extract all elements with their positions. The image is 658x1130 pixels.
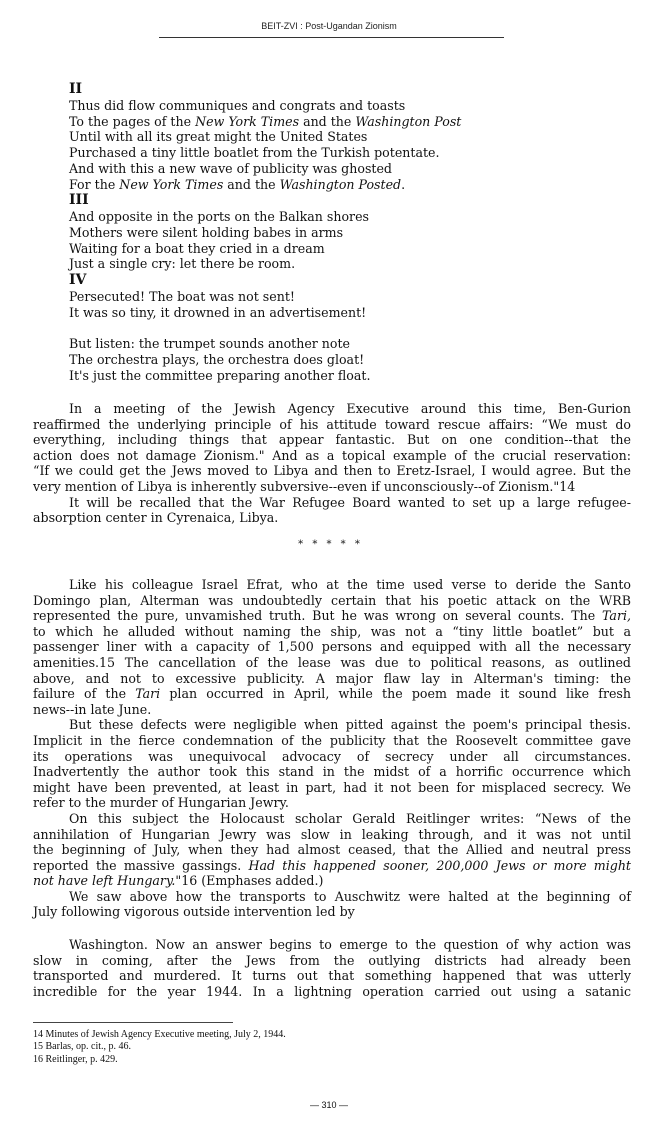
text-run: Waiting for a boat they cried in a dream [69, 240, 325, 256]
text-line [33, 764, 631, 780]
text-run: Purchased a tiny little boatlet from the Turkish potentate. [69, 145, 440, 161]
text-line [33, 671, 631, 687]
text-run: very mention of Libya is inherently subversive--even if unconsciously--of Zionism."14 [33, 478, 576, 494]
italic-text: Had this happened sooner, 200,000 Jews or more might [248, 857, 631, 873]
text-line [33, 593, 631, 609]
text-run: and the [299, 113, 356, 129]
footnote: 14 Minutes of Jewish Agency Executive meeting, July 2, 1944. [33, 1029, 286, 1040]
text-block-1 [33, 401, 631, 526]
text-line [33, 655, 631, 671]
poem-line [69, 145, 461, 161]
text-run: Like his colleague Israel Efrat, who at the time used verse to deride the Santo [69, 577, 631, 592]
text-run: the beginning of July, when they had almost ceased, that the Allied and neutral press [33, 842, 631, 858]
text-run: above, and not to excessive publicity. A major flaw lay in Alterman's timing: the [33, 670, 631, 686]
text-run: reported the massive gassings. [33, 857, 249, 873]
italic-text: Tari, [602, 608, 631, 624]
poem-line [69, 289, 461, 305]
poem-line [69, 336, 461, 352]
text-run: failure of the [33, 686, 136, 702]
text-line [33, 608, 631, 624]
page-number: — 310 — [309, 1100, 349, 1110]
stanza-break [69, 320, 461, 336]
paragraph [33, 577, 631, 717]
poem-line [69, 114, 461, 130]
text-run: refer to the murder of Hungarian Jewry. [33, 795, 289, 811]
text-run: slow in coming, after the Jews from the outlying districts had already been [33, 952, 631, 968]
text-line [33, 811, 631, 827]
text-line [33, 624, 631, 640]
text-block-3 [33, 937, 631, 999]
text-line [33, 733, 631, 749]
text-line [33, 717, 631, 733]
text-run: July following vigorous outside intervention led by [33, 904, 355, 920]
stanza-number: II [69, 81, 83, 97]
paragraph [33, 889, 631, 920]
poem-line [69, 177, 461, 193]
text-run: Until with all its great might the United States [69, 129, 368, 145]
text-run: The orchestra plays, the orchestra does gloat! [69, 351, 365, 367]
text-line [33, 858, 631, 874]
text-line [33, 686, 631, 702]
running-header: BEIT-ZVI : Post-Ugandan Zionism [261, 21, 397, 31]
italic-text: New York Times [195, 113, 300, 129]
text-run: In a meeting of the Jewish Agency Executive around this time, Ben-Gurion [69, 401, 631, 416]
italic-text: New York Times [119, 176, 224, 192]
text-line [33, 889, 631, 905]
text-run: . [401, 176, 406, 192]
poem [69, 81, 461, 383]
italic-text: Washington Post [355, 113, 462, 129]
poem-line [69, 161, 461, 177]
text-line [33, 432, 631, 448]
footnote-rule [33, 1022, 233, 1023]
text-line [33, 401, 631, 417]
text-line [33, 702, 631, 718]
footnotes [33, 1029, 286, 1066]
text-run: To the pages of the [69, 113, 196, 129]
paragraph [33, 937, 631, 999]
header-rule [159, 37, 504, 38]
text-line [33, 984, 631, 1000]
poem-line [69, 241, 461, 257]
text-line [33, 937, 631, 953]
poem-line [69, 305, 461, 321]
text-run: annihilation of Hungarian Jewry was slow in leaking through, and it was not until [33, 826, 631, 842]
text-line [33, 795, 631, 811]
text-run: For the [69, 176, 120, 192]
text-run: And opposite in the ports on the Balkan shores [69, 209, 369, 225]
text-line [33, 479, 631, 495]
paragraph [33, 717, 631, 811]
text-line [33, 953, 631, 969]
italic-text: Washington Posted [279, 176, 402, 192]
text-run: passenger liner with a capacity of 1,500 persons and equipped with all the necessary [33, 639, 631, 655]
text-run: everything, including things that appear fantastic. But on one condition--that the [33, 432, 631, 448]
text-line [33, 780, 631, 796]
section-separator: * * * * * [298, 539, 360, 550]
text-run: Inadvertently the author took this stand in the midst of a horrific occurrence which [33, 764, 631, 780]
text-run: It's just the committee preparing another float. [69, 367, 371, 383]
poem-line [69, 209, 461, 225]
text-line [33, 448, 631, 464]
text-line [33, 510, 631, 526]
text-line [33, 842, 631, 858]
text-run: absorption center in Cyrenaica, Libya. [33, 510, 279, 526]
text-run: We saw above how the transports to Auschwitz were halted at the beginning of [69, 888, 631, 904]
text-line [33, 968, 631, 984]
text-run: and the [223, 176, 280, 192]
italic-text: Tari [135, 686, 161, 702]
text-line [33, 639, 631, 655]
text-run: Persecuted! The boat was not sent! [69, 289, 295, 305]
poem-line [69, 256, 461, 272]
poem-line [69, 368, 461, 384]
text-line [33, 749, 631, 765]
text-block-2 [33, 577, 631, 920]
text-run: Thus did flow communiques and congrats and toasts [69, 98, 406, 113]
text-run: It was so tiny, it drowned in an advertisement! [69, 304, 367, 320]
text-line [33, 495, 631, 511]
text-line [33, 577, 631, 593]
poem-line [69, 98, 461, 114]
poem-line [69, 225, 461, 241]
stanza-number: III [69, 192, 89, 209]
text-run: transported and murdered. It turns out that something happened that was utterly [33, 968, 631, 984]
italic-text: not have left Hungary. [33, 873, 176, 889]
text-run: It will be recalled that the War Refugee Board wanted to set up a large refugee- [69, 494, 631, 510]
text-run: to which he alluded without naming the ship, was not a “tiny little boatlet” but a [33, 623, 631, 639]
text-run: action does not damage Zionism." And as a topical example of the crucial reservation: [33, 447, 631, 463]
text-run: Washington. Now an answer begins to emerge to the question of why action was [69, 937, 631, 952]
text-run: And with this a new wave of publicity was ghosted [69, 160, 392, 176]
text-run: But these defects were negligible when pitted against the poem's principal thesis. [69, 717, 631, 733]
text-run: its operations was unequivocal advocacy of secrecy under all circumstances. [33, 748, 631, 764]
text-run: Just a single cry: let there be room. [69, 256, 296, 272]
text-run: Mothers were silent holding babes in arms [69, 224, 344, 240]
paragraph [33, 811, 631, 889]
text-run: "16 (Emphases added.) [175, 873, 324, 889]
text-run: might have been prevented, at least in part, had it not been for misplaced secrecy. We [33, 779, 631, 795]
poem-line [69, 129, 461, 145]
text-run: On this subject the Holocaust scholar Gerald Reitlinger writes: “News of the [69, 810, 631, 826]
poem-line [69, 352, 461, 368]
text-run: But listen: the trumpet sounds another note [69, 336, 351, 352]
text-run: Domingo plan, Alterman was undoubtedly certain that his poetic attack on the WRB [33, 592, 631, 608]
paragraph [33, 495, 631, 526]
text-run: represented the pure, unvamished truth. But he was wrong on several counts. The [33, 608, 603, 624]
text-run: Implicit in the fierce condemnation of the publicity that the Roosevelt committee gave [33, 732, 631, 748]
text-line [33, 873, 631, 889]
paragraph [33, 401, 631, 495]
text-run: amenities.15 The cancellation of the lease was due to political reasons, as outlined [33, 654, 631, 670]
text-run: reaffirmed the underlying principle of his attitude toward rescue affairs: “We must do [33, 416, 631, 432]
footnote: 15 Barlas, op. cit., p. 46. [33, 1041, 132, 1053]
stanza-number: IV [69, 272, 87, 289]
text-run: news--in late June. [33, 701, 152, 717]
text-run: plan occurred in April, while the poem made it sound like fresh [160, 686, 631, 702]
text-line [33, 827, 631, 843]
text-line [33, 417, 631, 433]
text-run: “If we could get the Jews moved to Libya and then to Eretz-Israel, I would agree. But the [33, 463, 631, 479]
text-run: incredible for the year 1944. In a lightning operation carried out using a satanic [33, 983, 631, 999]
text-line [33, 463, 631, 479]
text-line [33, 904, 631, 920]
footnote: 16 Reitlinger, p. 429. [33, 1053, 118, 1065]
